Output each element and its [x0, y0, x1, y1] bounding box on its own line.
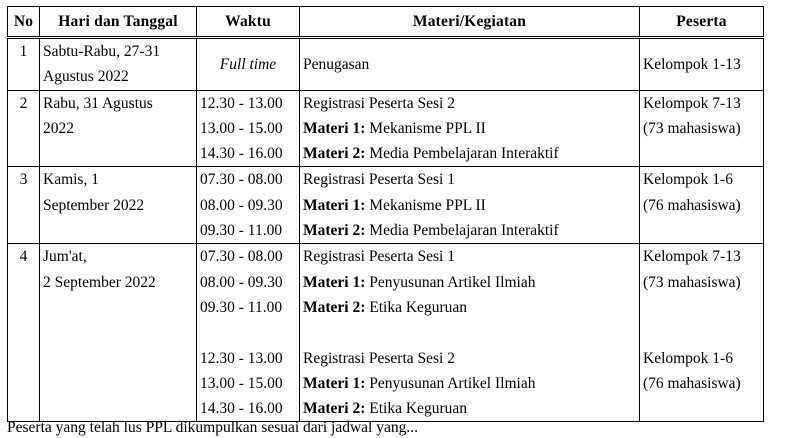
activity-text: Etika Keguruan [365, 400, 467, 418]
session-gap [643, 320, 760, 345]
activity-line [303, 295, 636, 320]
day-date-line: 2022 [43, 119, 74, 137]
participants-cell [640, 90, 764, 167]
time-text: 07.30 - 08.00 [200, 171, 283, 189]
header-waktu: Waktu [197, 7, 300, 38]
participants-text: (76 mahasiswa) [643, 374, 741, 392]
session-gap [643, 295, 760, 320]
time-text: 12.30 - 13.00 [200, 94, 283, 112]
table-row [8, 167, 764, 244]
activity-label: Materi 2: [303, 298, 366, 316]
activity-label: Materi 1: [303, 273, 366, 291]
activity-text: Mekanisme PPL II [365, 119, 486, 137]
activity-label: Materi 1: [303, 374, 366, 392]
participants-cell [640, 244, 764, 422]
activity-text: Media Pembelajaran Interaktif [365, 222, 559, 240]
participants-cell [640, 167, 764, 244]
time-text: 07.30 - 08.00 [200, 248, 283, 266]
activity-line [303, 116, 636, 141]
activity-line [303, 244, 636, 269]
row-number: 2 [8, 90, 40, 167]
participants-cell [640, 38, 764, 91]
day-date-line: 2 September 2022 [43, 273, 156, 291]
time-text: 08.00 - 09.30 [200, 273, 283, 291]
activity-text: Penyusunan Artikel Ilmiah [365, 273, 536, 291]
time-text: 14.30 - 16.00 [200, 400, 283, 418]
day-date-line: Rabu, 31 Agustus [43, 94, 153, 112]
schedule-table [7, 6, 764, 422]
activity-text: Etika Keguruan [365, 298, 467, 316]
activity-label: Materi 1: [303, 119, 366, 137]
header-hari: Hari dan Tanggal [40, 7, 197, 38]
participants-text: (76 mahasiswa) [643, 196, 741, 214]
day-date-line: Sabtu-Rabu, 27-31 [43, 43, 161, 60]
day-date-line: September 2022 [43, 196, 145, 214]
header-peserta: Peserta [640, 7, 764, 38]
activity-text: Media Pembelajaran Interaktif [365, 145, 559, 163]
activity-cell [300, 167, 640, 244]
time-text: 09.30 - 11.00 [200, 222, 283, 240]
activity-line [303, 371, 636, 396]
participants-text: Kelompok 1-6 [643, 349, 733, 367]
participants-text: (73 mahasiswa) [643, 119, 741, 137]
activity-line [303, 193, 636, 218]
footnote-text: Peserta yang telah lus PPL dikumpulkan sesuai dari jadwal yang... [7, 419, 418, 436]
table-row [8, 90, 764, 167]
header-no: No [8, 7, 40, 38]
participants-text: Kelompok 1-6 [643, 171, 733, 189]
header-row [8, 7, 764, 38]
activity-cell [300, 90, 640, 167]
day-date-cell [40, 167, 197, 244]
day-date-line: Jum'at, [43, 248, 87, 266]
activity-cell [300, 38, 640, 91]
day-date-cell [40, 38, 197, 91]
activity-text: Registrasi Peserta Sesi 2 [303, 349, 455, 367]
time-text: 13.00 - 15.00 [200, 374, 283, 392]
day-date-line: Agustus 2022 [43, 68, 129, 86]
activity-cell [300, 244, 640, 422]
time-text: Full time [219, 55, 277, 73]
activity-text: Mekanisme PPL II [365, 196, 486, 214]
activity-line [303, 270, 636, 295]
activity-label: Materi 2: [303, 400, 366, 418]
row-number: 3 [8, 167, 40, 244]
activity-line [303, 141, 636, 166]
row-number: 4 [8, 244, 40, 422]
time-text: 09.30 - 11.00 [200, 298, 283, 316]
activity-text: Registrasi Peserta Sesi 1 [303, 171, 455, 189]
activity-text: Registrasi Peserta Sesi 1 [303, 248, 455, 266]
day-date-line: Kamis, 1 [43, 171, 99, 189]
session-gap [303, 320, 636, 345]
activity-line [303, 91, 636, 116]
activity-line [303, 167, 636, 192]
time-text: 12.30 - 13.00 [200, 349, 283, 367]
table-row [8, 38, 764, 91]
day-date-cell [40, 244, 197, 422]
activity-line [303, 218, 636, 243]
time-text: 14.30 - 16.00 [200, 145, 283, 163]
participants-text: Kelompok 7-13 [643, 248, 741, 266]
activity-text: Penyusunan Artikel Ilmiah [365, 374, 536, 392]
row-number: 1 [8, 38, 40, 91]
activity-text: Penugasan [303, 55, 370, 73]
session-gap [200, 320, 296, 345]
time-cell [197, 167, 300, 244]
time-text: 08.00 - 09.30 [200, 196, 283, 214]
time-cell [197, 38, 300, 91]
activity-text: Registrasi Peserta Sesi 2 [303, 94, 455, 112]
activity-label: Materi 2: [303, 222, 366, 240]
participants-text: Kelompok 1-13 [643, 55, 741, 73]
time-cell [197, 90, 300, 167]
time-text: 13.00 - 15.00 [200, 119, 283, 137]
activity-line [303, 346, 636, 371]
participants-text: (73 mahasiswa) [643, 273, 741, 291]
table-row [8, 244, 764, 422]
activity-label: Materi 1: [303, 196, 366, 214]
activity-label: Materi 2: [303, 145, 366, 163]
day-date-cell [40, 90, 197, 167]
header-materi: Materi/Kegiatan [300, 7, 640, 38]
time-cell [197, 244, 300, 422]
participants-text: Kelompok 7-13 [643, 94, 741, 112]
